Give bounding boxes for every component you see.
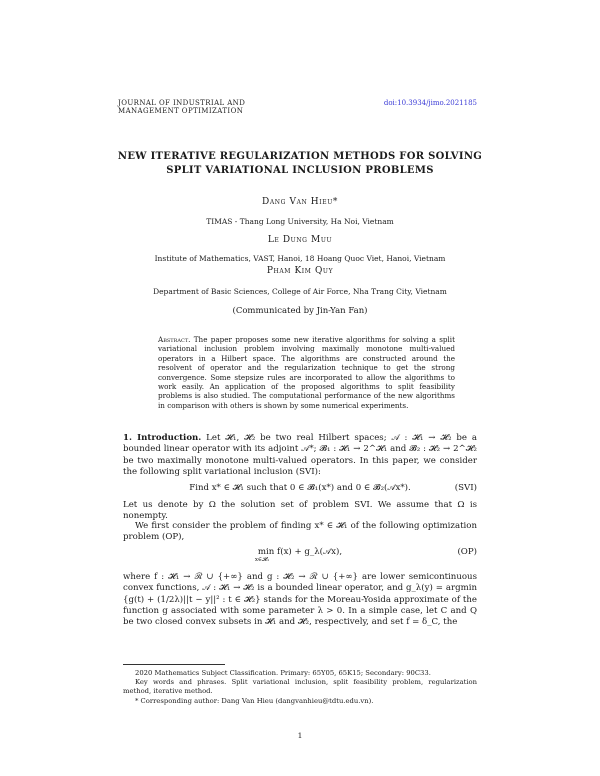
abstract-label: Abstract. [158, 335, 191, 344]
abstract [158, 335, 455, 410]
intro-paragraph-3: We first consider the problem of finding x* ∈ 𝓗₁ of the following optimization problem (OP), [123, 521, 477, 543]
footnote-msc: 2020 Mathematics Subject Classification. Primary: 65Y05, 65K15; Secondary: 90C33. [135, 669, 431, 677]
author-affiliation: TIMAS - Thang Long University, Ha Noi, Vietnam [206, 217, 394, 226]
journal-name-line2: MANAGEMENT OPTIMIZATION [118, 107, 244, 115]
abstract-text: The paper proposes some new iterative algorithms for solving a split variational inclusion problem involving maximally monotone multi-valued operators in a Hilbert space. The algorithms are constructed around the resolvent of operator and the regularization technique to get the strong convergence. Some stepsize rules are incorporated to allow the algorithms to work easily. An application of the proposed algorithms to split feasibility problems is also studied. The computational performance of the new algorithms in comparison with others is shown by some numerical experiments. [158, 335, 455, 410]
footnote-divider [123, 664, 225, 665]
author-name: Le Dung Muu [267, 235, 333, 245]
author-name: Pham Kim Quy [266, 266, 334, 276]
title-line2: SPLIT VARIATIONAL INCLUSION PROBLEMS [166, 165, 434, 176]
author-affiliation: Institute of Mathematics, VAST, Hanoi, 18 Hoang Quoc Viet, Hanoi, Vietnam [154, 254, 446, 263]
journal-name [118, 99, 245, 115]
journal-name-line1: JOURNAL OF INDUSTRIAL AND [118, 99, 246, 107]
title-line1: NEW ITERATIVE REGULARIZATION METHODS FOR SOLVING [117, 151, 483, 162]
equation-svi-tag: (SVI) [454, 483, 477, 493]
equation-op [123, 547, 477, 567]
intro-paragraph-4: where f : 𝓗₁ → ℛ ∪ {+∞} and g : 𝓗₂ → ℛ ∪ {+∞} are lower semicontinuous convex functions, 𝒜 : 𝓗₁ → 𝓗₂ is a bounded linear operator, and g_λ(y) = argmin {g(t) + (1/2λ)||t − y||² : t ∈ 𝓗₂} stands for the Moreau-Yosida approximate of the function g associated with some parameter λ > 0. In a simple case, let C and Q be two closed convex subsets in 𝓗₁ and 𝓗₂, respectively, and set f = δ_C, the [123, 572, 477, 628]
equation-op-tag: (OP) [457, 547, 477, 557]
footnote-keywords: Key words and phrases. Split variational inclusion, split feasibility problem, regularization method, iterative method. [123, 678, 477, 695]
equation-op-body: min f(x) + g_λ(𝒜x), [257, 547, 343, 557]
doi-link[interactable]: doi:10.3934/jimo.2021185 [383, 99, 477, 107]
author-affiliation: Department of Basic Sciences, College of Air Force, Nha Trang City, Vietnam [153, 287, 447, 296]
paper-title [60, 150, 540, 178]
communicated-by: (Communicated by Jin-Yan Fan) [232, 306, 368, 316]
equation-svi-body: Find x* ∈ 𝓗₁ such that 0 ∈ 𝓑₁(x*) and 0 ∈ 𝓑₂(𝒜x*). [189, 483, 411, 493]
intro-text-1: Let 𝓗₁, 𝓗₂ be two real Hilbert spaces; 𝒜 : 𝓗₁ → 𝓗₂ be a bounded linear operator with its adjoint 𝒜*; 𝓑₁ : 𝓗₁ → 2^𝓗₁ and 𝓑₂ : 𝓗₂ → 2^𝓗₂ be two maximally monotone multi-valued operators. In this paper, we consider the following split variational inclusion (SVI): [123, 433, 478, 477]
intro-paragraph-2: Let us denote by Ω the solution set of problem SVI. We assume that Ω is nonempty. [123, 500, 477, 522]
footnote-corresponding: * Corresponding author: Dang Van Hieu (dangvanhieu@tdtu.edu.vn). [135, 697, 374, 705]
page-number: 1 [297, 731, 303, 740]
section-heading: 1. Introduction. [123, 433, 202, 443]
equation-op-subscript: x∈𝓗₁ [254, 557, 270, 563]
intro-paragraph-1 [123, 433, 477, 478]
author-name: Dang Van Hieu* [262, 197, 338, 207]
